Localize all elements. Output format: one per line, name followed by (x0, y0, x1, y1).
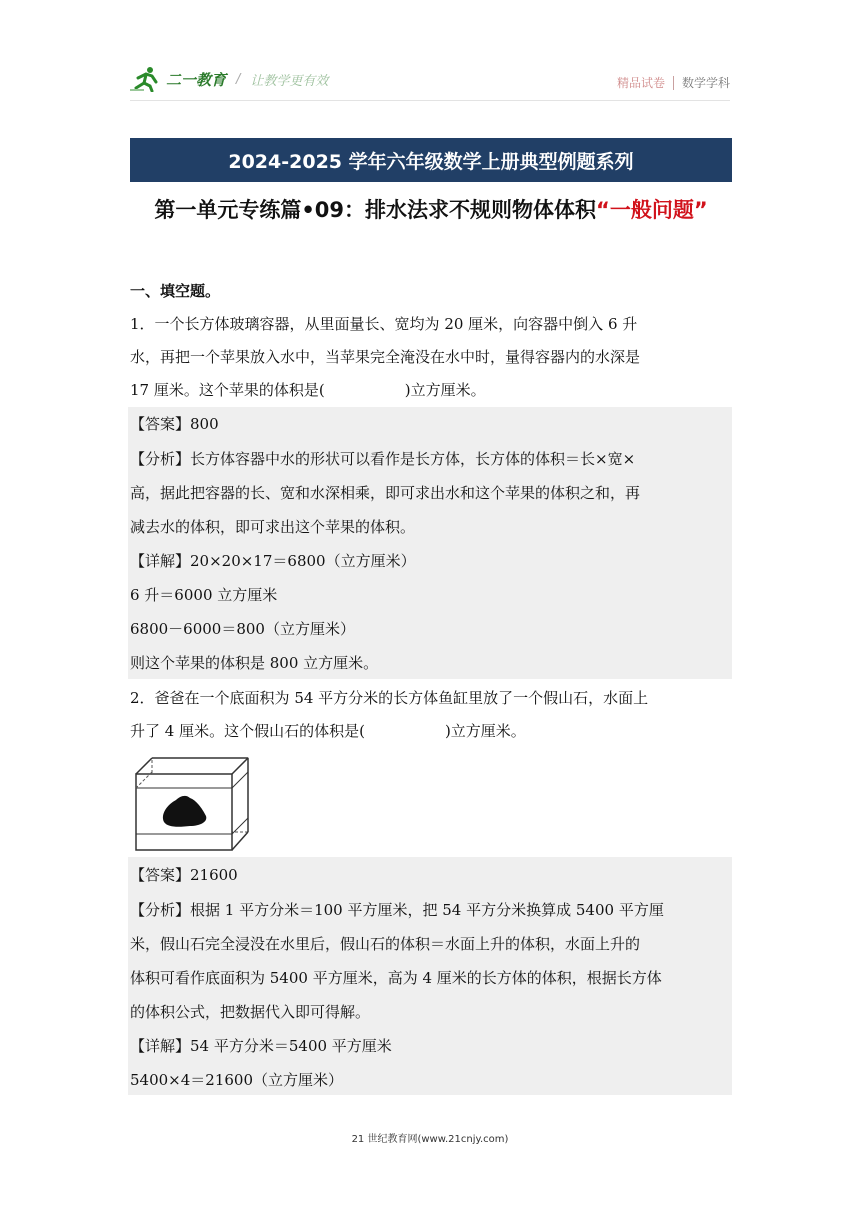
q2-line-2b: )立方厘米。 (444, 722, 526, 740)
title-banner (130, 138, 732, 182)
subtitle-main: 第一单元专练篇•09：排水法求不规则物体体积 (154, 198, 597, 222)
q2-answer: 【答案】21600 (130, 866, 238, 884)
q1-analysis-3: 减去水的体积，即可求出这个苹果的体积。 (130, 518, 416, 536)
q1-line-3a: 17 厘米。这个苹果的体积是( (130, 381, 325, 399)
q1-detail-4: 则这个苹果的体积是 800 立方厘米。 (130, 654, 379, 672)
page-header (130, 60, 730, 100)
header-tag-quality: 精品试卷 (616, 76, 665, 90)
q1-analysis-2: 高，据此把容器的长、宽和水深相乘，即可求出水和这个苹果的体积之和，再 (130, 484, 641, 502)
q1-line-3 (130, 379, 486, 400)
q2-detail-2: 5400×4＝21600（立方厘米） (130, 1071, 344, 1089)
header-tags (617, 74, 730, 91)
logo-slogan: 让教学更有效 (250, 73, 329, 89)
logo (130, 66, 328, 92)
subtitle-highlight: “一般问题” (596, 198, 708, 222)
q1-line-3b: )立方厘米。 (404, 381, 486, 399)
subtitle (130, 190, 732, 230)
section-heading: 一、填空题。 (130, 282, 221, 300)
q1-answer: 【答案】800 (130, 415, 219, 433)
header-rule (130, 100, 730, 101)
header-tag-subject: 数学学科 (681, 76, 730, 90)
header-separator: / (236, 71, 241, 87)
q2-line-2 (130, 720, 526, 741)
q2-analysis-1: 【分析】根据 1 平方分米＝100 平方厘米，把 54 平方分米换算成 5400 平方厘 (130, 901, 664, 919)
q1-line-2: 水，再把一个苹果放入水中，当苹果完全淹没在水中时，量得容器内的水深是 (130, 348, 641, 366)
page-footer: 21 世纪教育网(www.21cnjy.com) (351, 1134, 509, 1145)
header-divider (673, 76, 674, 90)
fish-tank-rock-figure (134, 756, 252, 852)
q2-detail-1: 【详解】54 平方分米＝5400 平方厘米 (130, 1037, 392, 1055)
q1-detail-1: 【详解】20×20×17＝6800（立方厘米） (130, 552, 416, 570)
q2-line-2a: 升了 4 厘米。这个假山石的体积是( (130, 722, 365, 740)
q1-analysis-1: 【分析】长方体容器中水的形状可以看作是长方体，长方体的体积＝长×宽× (130, 450, 636, 468)
q2-analysis-3: 体积可看作底面积为 5400 平方厘米，高为 4 厘米的长方体的体积，根据长方体 (130, 969, 662, 987)
q1-detail-3: 6800－6000＝800（立方厘米） (130, 620, 355, 638)
logo-text: 二一教育 (166, 70, 227, 89)
q2-analysis-2: 米，假山石完全浸没在水里后，假山石的体积＝水面上升的体积，水面上升的 (130, 935, 641, 953)
q1-detail-2: 6 升＝6000 立方厘米 (130, 586, 278, 604)
q1-line-1: 1．一个长方体玻璃容器，从里面量长、宽均为 20 厘米，向容器中倒入 6 升 (130, 315, 638, 333)
page-title: 2024-2025 学年六年级数学上册典型例题系列 (228, 150, 634, 173)
runner-logo-icon (130, 66, 162, 92)
q2-analysis-4: 的体积公式，把数据代入即可得解。 (130, 1003, 371, 1021)
q2-line-1: 2．爸爸在一个底面积为 54 平方分米的长方体鱼缸里放了一个假山石，水面上 (130, 689, 649, 707)
